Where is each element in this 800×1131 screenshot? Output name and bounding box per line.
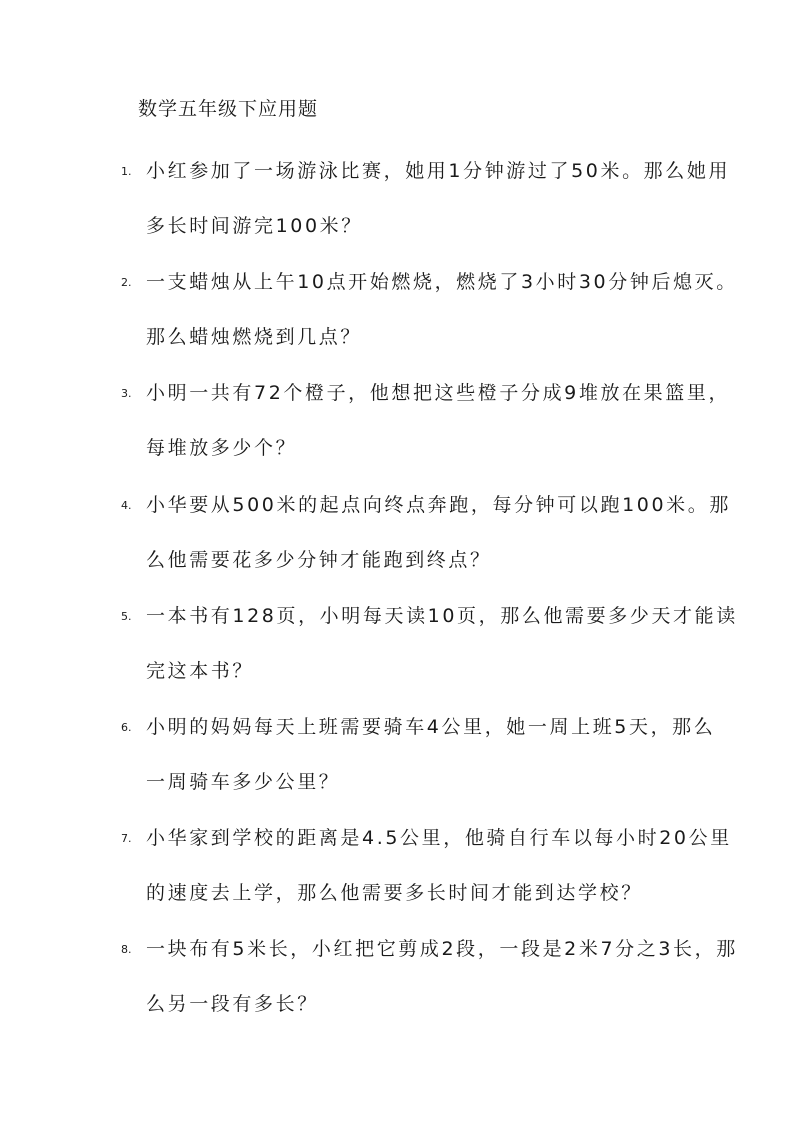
question-number: 5. (121, 610, 132, 623)
question-text-line-2: 那么蜡烛燃烧到几点？ (146, 326, 363, 348)
question-text-line-1: 一支蜡烛从上午10点开始燃烧，燃烧了3小时30分钟后熄灭。 (146, 271, 738, 293)
question-number: 1. (121, 165, 132, 178)
question-text-line-2: 的速度去上学，那么他需要多长时间才能到达学校？ (146, 882, 643, 904)
question-text-line-2: 么他需要花多少分钟才能跑到终点？ (146, 549, 492, 571)
question-text-line-1: 一本书有128页，小明每天读10页，那么他需要多少天才能读 (146, 605, 738, 627)
question-text-line-2: 么另一段有多长？ (146, 993, 319, 1015)
question-text-line-2: 一周骑车多少公里？ (146, 771, 341, 793)
question-text-line-2: 每堆放多少个？ (146, 437, 298, 459)
question-text-line-1: 小华要从500米的起点向终点奔跑，每分钟可以跑100米。那 (146, 494, 731, 516)
question-text-line-2: 完这本书？ (146, 660, 255, 682)
question-number: 4. (121, 499, 132, 512)
question-number: 8. (121, 943, 132, 956)
question-number: 6. (121, 721, 132, 734)
question-number: 3. (121, 387, 132, 400)
question-number: 7. (121, 832, 132, 845)
question-text-line-1: 小明的妈妈每天上班需要骑车4公里，她一周上班5天，那么 (146, 716, 716, 738)
question-text-line-1: 一块布有5米长，小红把它剪成2段，一段是2米7分之3长，那 (146, 938, 738, 960)
question-text-line-2: 多长时间游完100米？ (146, 215, 363, 237)
question-text-line-1: 小明一共有72个橙子，他想把这些橙子分成9堆放在果篮里， (146, 382, 731, 404)
question-number: 2. (121, 276, 132, 289)
question-text-line-1: 小红参加了一场游泳比赛，她用1分钟游过了50米。那么她用 (146, 160, 731, 182)
document-title: 数学五年级下应用题 (138, 98, 319, 120)
question-text-line-1: 小华家到学校的距离是4.5公里，他骑自行车以每小时20公里 (146, 827, 732, 849)
